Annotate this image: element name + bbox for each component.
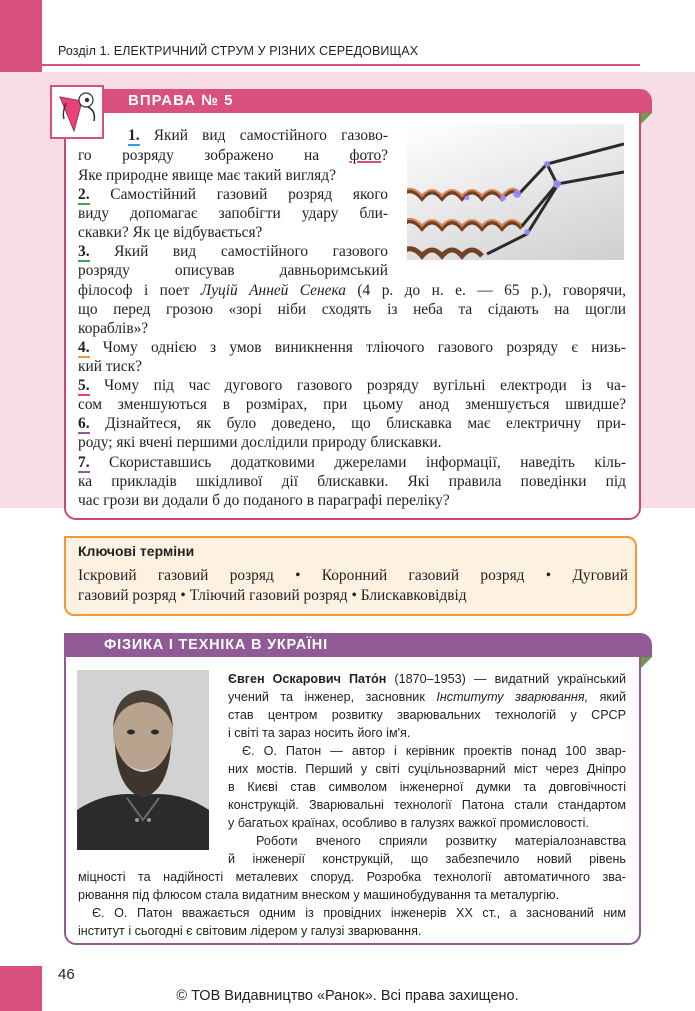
exercise-question-4: 4. Чому однією з умов виникнення тліючого газового розряду є низь-	[78, 339, 626, 356]
page-number: 46	[58, 966, 75, 983]
question-number: 4.	[78, 339, 90, 356]
question-number: 5.	[78, 377, 90, 394]
physics-title: ФІЗИКА І ТЕХНІКА В УКРАЇНІ	[104, 637, 328, 653]
exercise-title: ВПРАВА № 5	[128, 92, 234, 109]
exercise-mascot-icon	[50, 85, 104, 139]
question-number: 6.	[78, 415, 90, 432]
exercise-question-3: 3. Який вид самостійного газового	[78, 243, 388, 260]
exercise-question-5: 5. Чому під час дугового газового розряду вугільні електроди із ча-	[78, 377, 626, 394]
exercise-question-7: 7. Скориставшись додатковими джерелами інформації, наведіть кіль-	[78, 454, 626, 471]
chapter-header: Розділ 1. ЕЛЕКТРИЧНИЙ СТРУМ У РІЗНИХ СЕРЕДОВИЩАХ	[58, 44, 419, 58]
physics-bar-fold	[640, 657, 652, 669]
question-number: 7.	[78, 454, 90, 471]
exercise-question-1: 1. Який вид самостійного газово-	[128, 127, 388, 144]
exercise-question-6: 6. Дізнайтеся, як було доведено, що блискавка має електричну при-	[78, 415, 626, 432]
question-number: 2.	[78, 186, 90, 203]
question-number: 1.	[128, 127, 140, 144]
photo-link[interactable]: фото	[349, 147, 382, 164]
key-terms-line: Іскровий газовий розряд • Коронний газовий розряд • Дуговий	[78, 567, 628, 584]
page-corner-tab	[0, 0, 42, 72]
key-terms-line: газовий розряд • Тліючий газовий розряд • Блискавковідвід	[78, 587, 467, 604]
exercise-bar-fold	[640, 113, 652, 125]
header-rule	[42, 64, 640, 66]
physics-text-line: Євген Оскарович Пато́н (1870–1953) — видатний український	[228, 672, 626, 686]
paton-portrait-photo	[77, 670, 209, 850]
question-number: 3.	[78, 243, 90, 260]
gas-discharge-photo	[407, 124, 624, 260]
exercise-question-2: 2. Самостійний газовий розряд якого	[78, 186, 388, 203]
copyright-notice: © ТОВ Видавництво «Ранок». Всі права захищено.	[176, 988, 519, 1004]
key-terms-title: Ключові терміни	[78, 543, 195, 559]
person-name: Євген Оскарович Пато́н	[228, 672, 387, 686]
